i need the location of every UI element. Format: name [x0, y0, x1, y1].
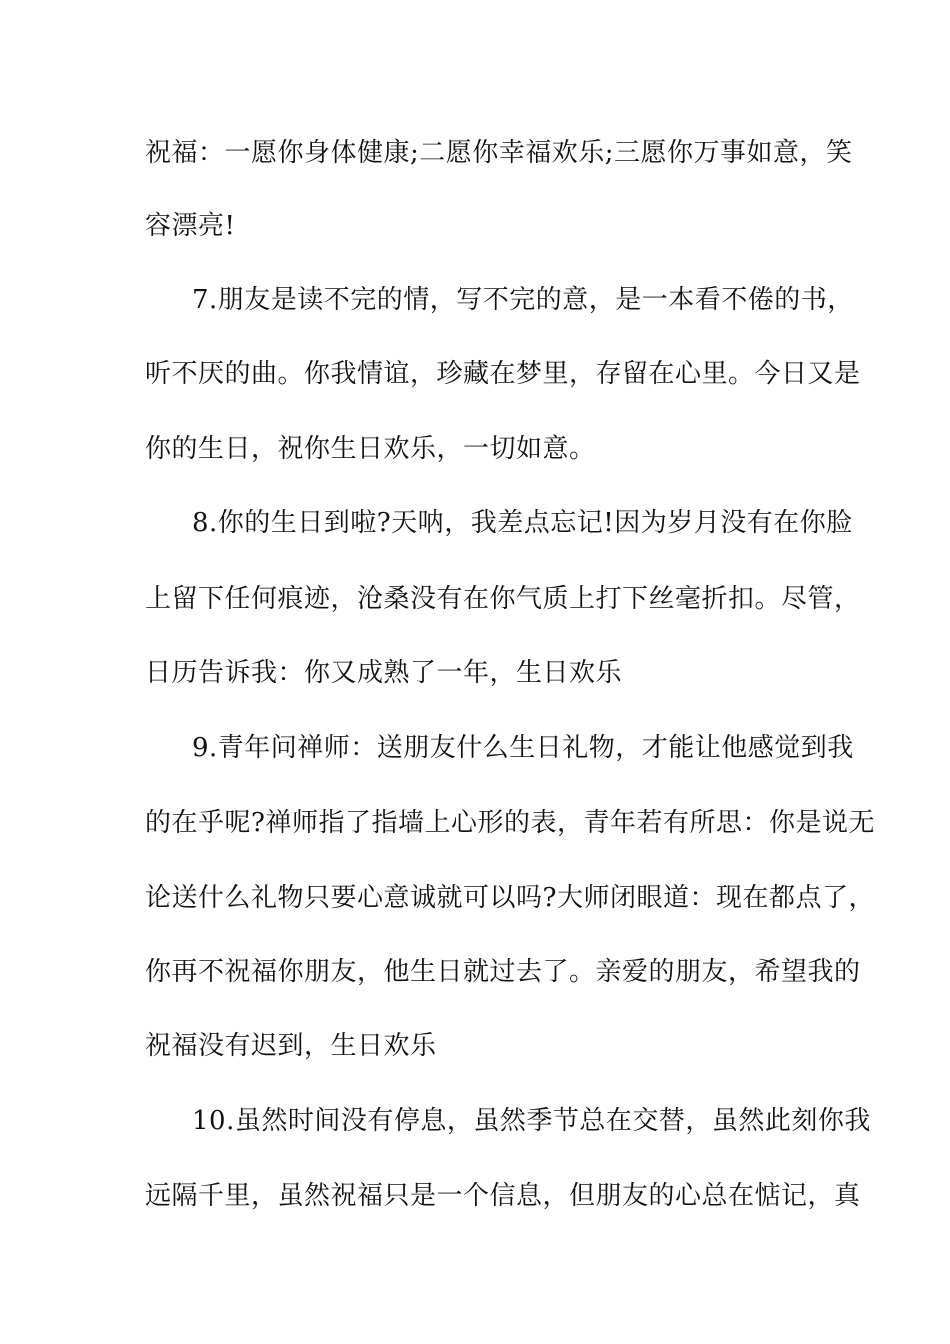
text-line: 上留下任何痕迹，沧桑没有在你气质上打下丝毫折扣。尽管，	[145, 584, 861, 614]
text-line: 听不厌的曲。你我情谊，珍藏在梦里，存留在心里。今日又是	[145, 359, 861, 389]
paragraph-7-start: 7.朋友是读不完的情，写不完的意，是一本看不倦的书，	[192, 285, 854, 315]
paragraph-10-start: 10.虽然时间没有停息，虽然季节总在交替，虽然此刻你我	[192, 1106, 871, 1136]
paragraph-9-start: 9.青年问禅师：送朋友什么生日礼物，才能让他感觉到我	[192, 733, 854, 763]
text-line: 你的生日，祝你生日欢乐，一切如意。	[145, 434, 596, 464]
text-line: 容漂亮!	[145, 211, 236, 241]
text-line: 日历告诉我：你又成熟了一年，生日欢乐	[145, 658, 623, 688]
text-line: 祝福：一愿你身体健康;二愿你幸福欢乐;三愿你万事如意，笑	[145, 138, 853, 168]
text-line: 的在乎呢?禅师指了指墙上心形的表，青年若有所思：你是说无	[145, 808, 875, 838]
paragraph-8-start: 8.你的生日到啦?天呐，我差点忘记!因为岁月没有在你脸	[192, 508, 853, 538]
text-line: 论送什么礼物只要心意诚就可以吗?大师闭眼道：现在都点了，	[145, 883, 875, 913]
text-line: 远隔千里，虽然祝福只是一个信息，但朋友的心总在惦记，真	[145, 1181, 861, 1211]
text-line: 祝福没有迟到，生日欢乐	[145, 1031, 437, 1061]
text-line: 你再不祝福你朋友，他生日就过去了。亲爱的朋友，希望我的	[145, 957, 861, 987]
